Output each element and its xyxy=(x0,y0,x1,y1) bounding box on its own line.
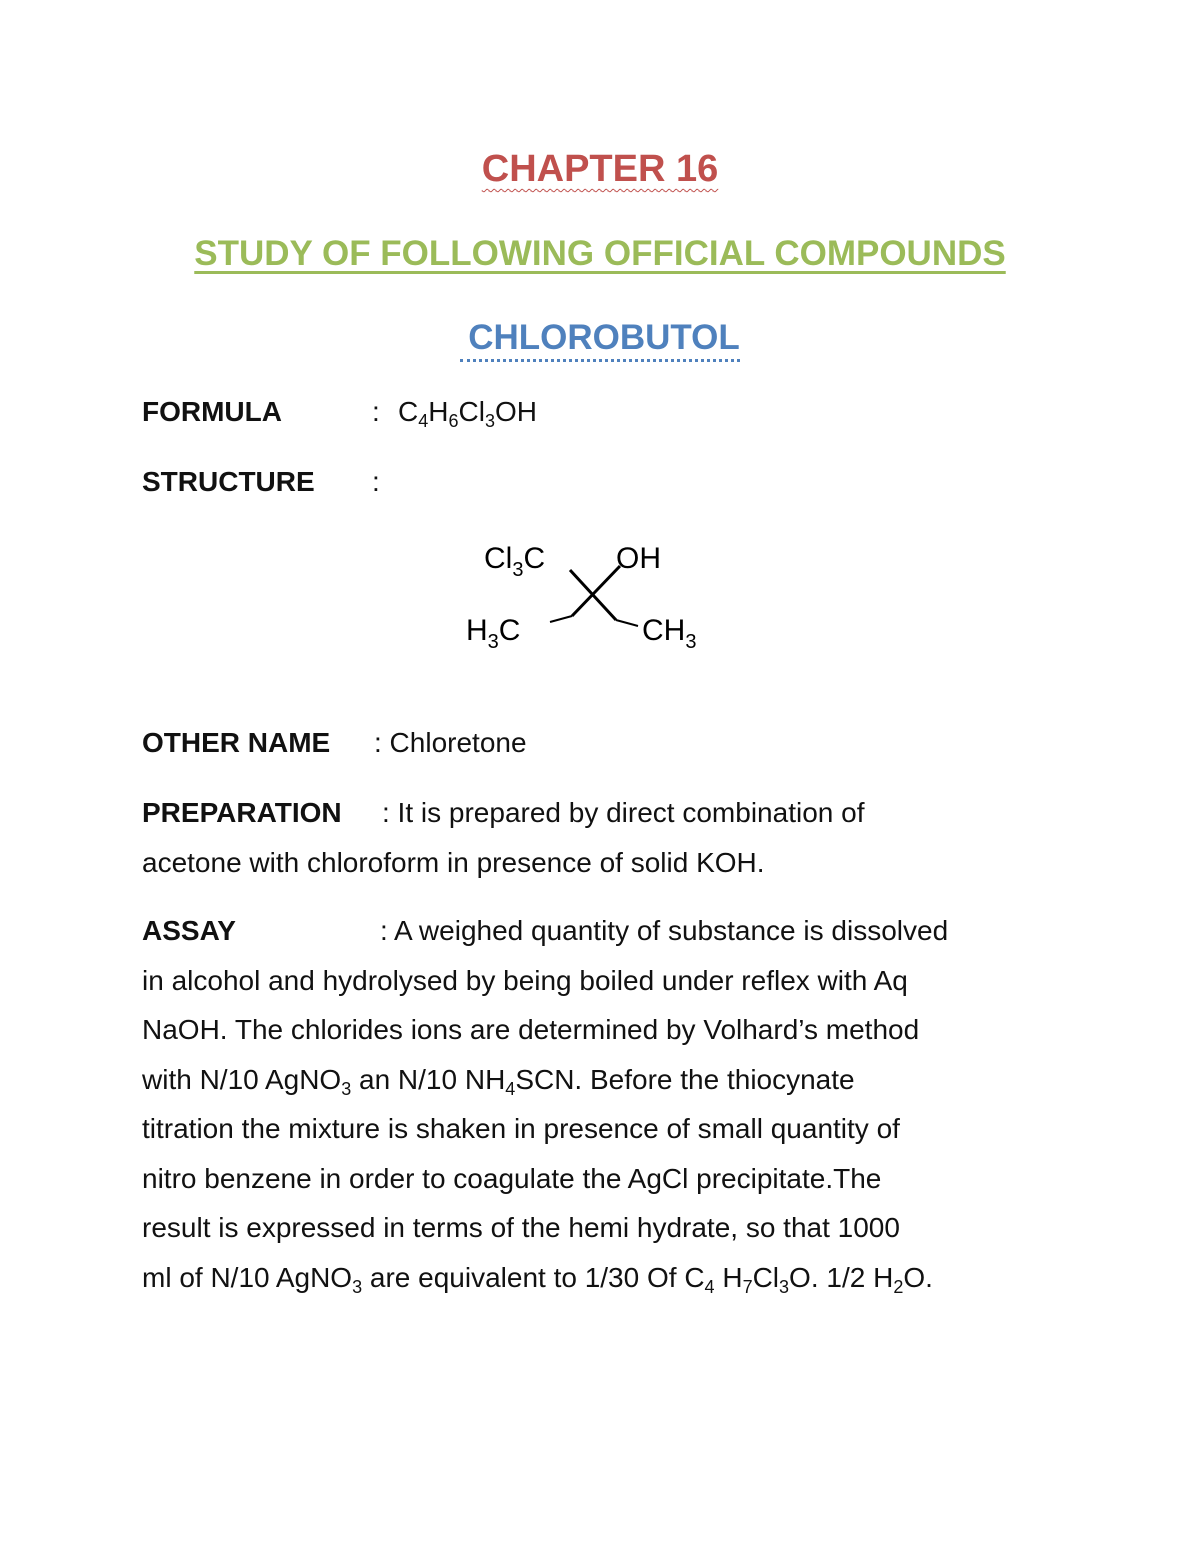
assay-line-6: nitro benzene in order to coagulate the AgCl precipitate.The xyxy=(142,1162,882,1194)
group-oh: OH xyxy=(616,542,661,575)
other-name-label: OTHER NAME xyxy=(142,727,331,758)
assay-paragraph xyxy=(142,906,1062,1302)
compound-title: CHLOROBUTOL xyxy=(0,318,1200,358)
chlorobutol-structure-diagram xyxy=(462,532,732,662)
formula-separator: : xyxy=(372,396,380,427)
bond-top-right-bottom-left xyxy=(572,566,620,616)
structure-separator: : xyxy=(372,466,380,497)
assay-line-7: result is expressed in terms of the hemi hydrate, so that 1000 xyxy=(142,1212,900,1243)
preparation-paragraph xyxy=(142,788,1062,887)
assay-line-5: titration the mixture is shaken in presence of small quantity of xyxy=(142,1113,900,1144)
structure-label: STRUCTURE xyxy=(142,466,315,497)
section-title: STUDY OF FOLLOWING OFFICIAL COMPOUNDS xyxy=(194,234,1006,273)
assay-line-8: ml of N/10 AgNO$_3$ are equivalent to 1/30 Of $C_4$ $H_7Cl_3O$. 1/2 $H_2O$. xyxy=(142,1261,933,1297)
formula-value: $C_4H_6Cl_3OH$ xyxy=(398,396,537,431)
preparation-label: PREPARATION xyxy=(142,797,342,828)
assay-line-2: in alcohol and hydrolysed by being boiled under reflex with Aq xyxy=(142,964,908,996)
other-name-row xyxy=(142,727,527,759)
assay-line-3: NaOH. The chlorides ions are determined by Volhard’s method xyxy=(142,1014,920,1045)
assay-line-1: : A weighed quantity of substance is dissolved xyxy=(380,915,949,946)
preparation-text-line-1: : It is prepared by direct combination of xyxy=(382,797,865,828)
other-name-value: : Chloretone xyxy=(374,727,527,758)
formula-row xyxy=(142,396,537,431)
group-cl3c: $Cl_3C$ xyxy=(484,542,546,581)
bond-to-h3c xyxy=(550,616,572,622)
assay-label: ASSAY xyxy=(142,915,236,946)
bond-to-ch3 xyxy=(616,620,638,626)
chapter-heading: CHAPTER 16 xyxy=(481,148,719,190)
formula-label: FORMULA xyxy=(142,396,282,427)
structure-row xyxy=(142,466,380,498)
group-h3c: $H_3C$ xyxy=(466,614,521,653)
assay-line-4: with N/10 AgNO$_3$ an N/10 $NH_4SCN$. Before the thiocynate xyxy=(142,1063,855,1099)
preparation-text-line-2: acetone with chloroform in presence of solid KOH. xyxy=(142,846,765,878)
group-ch3: $CH_3$ xyxy=(642,614,697,653)
